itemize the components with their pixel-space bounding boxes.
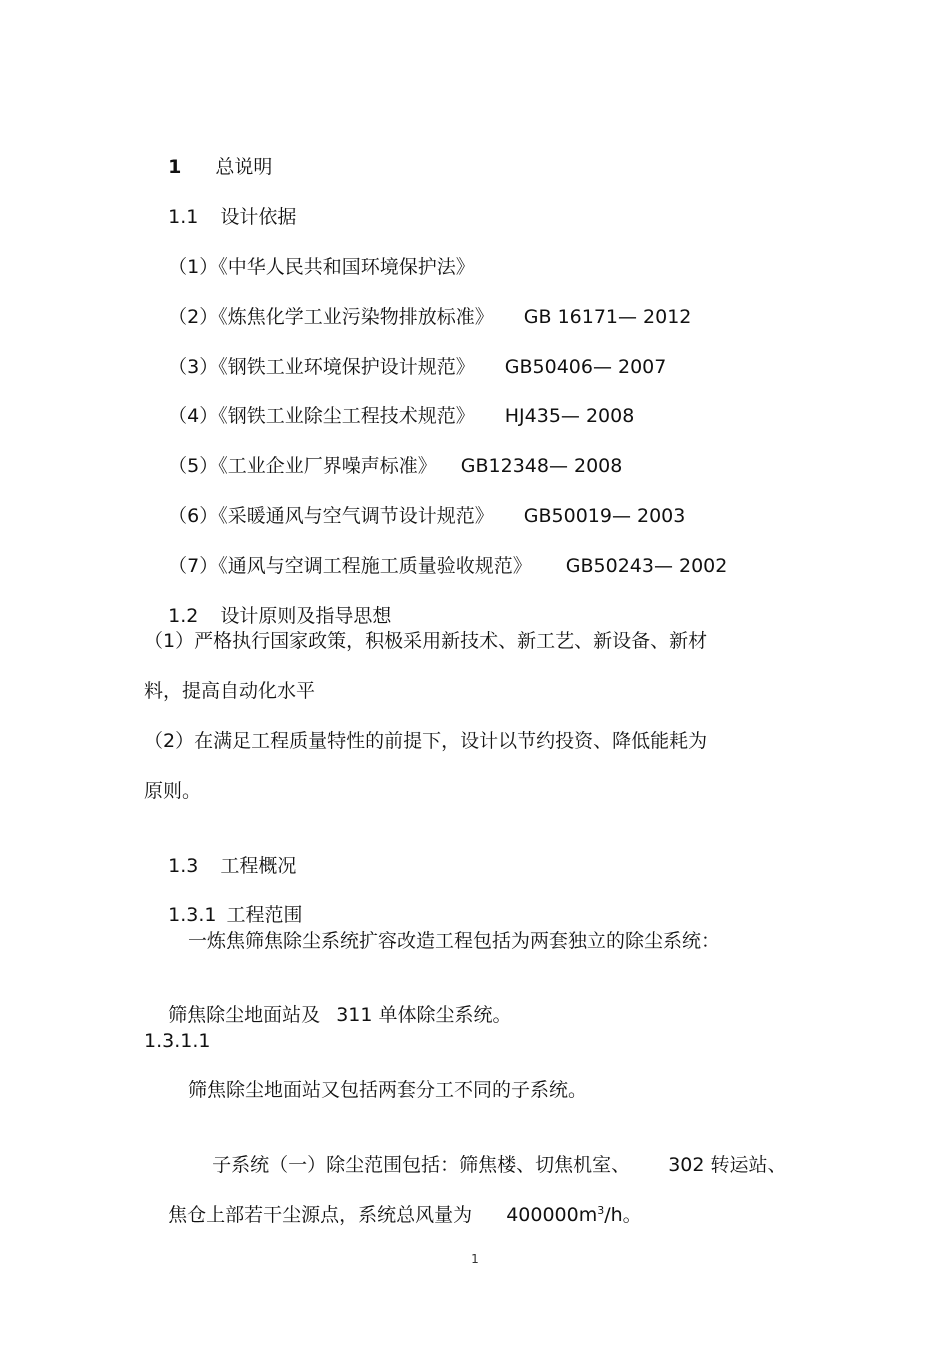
basis-item-code: GB12348— 2008 bbox=[460, 455, 623, 477]
heading-1-title: 总说明 bbox=[215, 156, 273, 178]
subsystem-1-text-2: 焦仓上部若干尘源点，系统总风量为 bbox=[168, 1204, 473, 1226]
basis-item-code: GB50243— 2002 bbox=[565, 555, 728, 577]
heading-1-3-1-1: 1.3.1.1 bbox=[144, 1030, 211, 1052]
heading-1-1-number: 1.1 bbox=[168, 206, 199, 228]
basis-item-text: （4）《钢铁工业除尘工程技术规范》 bbox=[168, 405, 475, 427]
basis-item-text: （5）《工业企业厂界噪声标准》 bbox=[168, 455, 437, 477]
scope-line-1: 一炼焦筛焦除尘系统扩容改造工程包括为两套独立的除尘系统： bbox=[188, 930, 721, 952]
basis-item-text: （6）《采暖通风与空气调节设计规范》 bbox=[168, 505, 494, 527]
airflow-value: 400000m bbox=[506, 1204, 598, 1226]
basis-item-code: GB50019— 2003 bbox=[523, 505, 686, 527]
subsystem-1-line-2 bbox=[144, 1179, 642, 1251]
heading-1-3-1-number: 1.3.1 bbox=[168, 904, 217, 926]
basis-item-code: GB50406— 2007 bbox=[504, 356, 667, 378]
principle-1-line-2: 料，提高自动化水平 bbox=[144, 680, 316, 702]
basis-item-code: GB 16171— 2012 bbox=[523, 306, 692, 328]
basis-item-text: （2）《炼焦化学工业污染物排放标准》 bbox=[168, 306, 494, 328]
heading-1-2-number: 1.2 bbox=[168, 605, 199, 627]
scope-line-2-text: 筛焦除尘地面站及 bbox=[168, 1004, 321, 1026]
subsystem-intro: 筛焦除尘地面站又包括两套分工不同的子系统。 bbox=[188, 1079, 588, 1101]
page-number: 1 bbox=[471, 1252, 479, 1266]
heading-1-1-title: 设计依据 bbox=[220, 206, 297, 228]
basis-item-text: （3）《钢铁工业环境保护设计规范》 bbox=[168, 356, 475, 378]
heading-1-3-number: 1.3 bbox=[168, 855, 199, 877]
basis-item-text: （7）《通风与空调工程施工质量验收规范》 bbox=[168, 555, 532, 577]
principle-2-line-2: 原则。 bbox=[144, 780, 202, 802]
airflow-unit: /h。 bbox=[604, 1204, 642, 1226]
principle-2-line-1: （2）在满足工程质量特性的前提下，设计以节约投资、降低能耗为 bbox=[144, 730, 708, 752]
basis-item-text: （1）《中华人民共和国环境保护法》 bbox=[168, 256, 475, 278]
principle-1-line-1: （1）严格执行国家政策，积极采用新技术、新工艺、新设备、新材 bbox=[144, 630, 708, 652]
airflow-unit-exponent: 3 bbox=[597, 1204, 605, 1217]
subsystem-1-text: 子系统（一）除尘范围包括：筛焦楼、切焦机室、 bbox=[212, 1154, 631, 1176]
basis-item-code: HJ435— 2008 bbox=[504, 405, 635, 427]
scope-line-2-number: 311 单体除尘系统。 bbox=[336, 1004, 512, 1026]
heading-1-number: 1 bbox=[168, 156, 182, 178]
heading-1-2-title: 设计原则及指导思想 bbox=[220, 605, 392, 627]
heading-1-3-title: 工程概况 bbox=[220, 855, 297, 877]
subsystem-1-station: 302 转运站、 bbox=[668, 1154, 787, 1176]
heading-1-3-1-title: 工程范围 bbox=[226, 904, 303, 926]
